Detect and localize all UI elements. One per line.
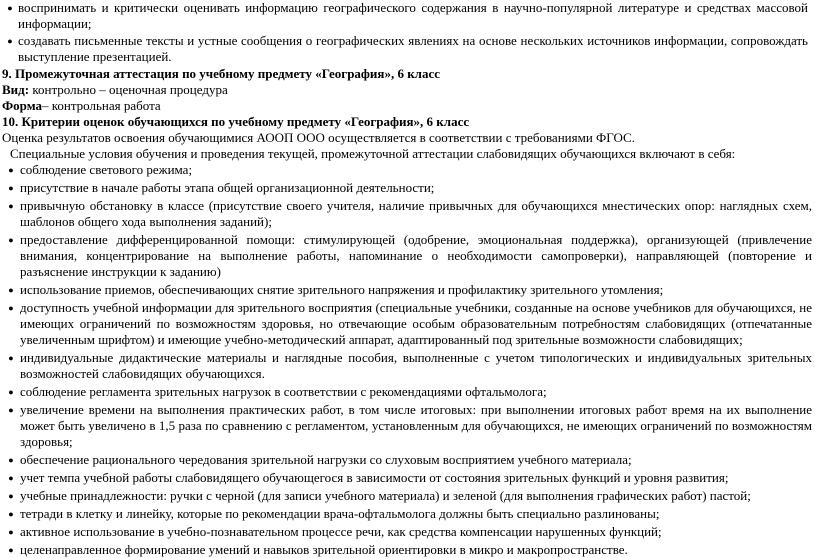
list-item — [2, 384, 812, 400]
list-item — [2, 33, 812, 65]
bullet-icon: ● — [7, 3, 13, 13]
list-item-text: соблюдение светового режима; — [20, 162, 193, 177]
evaluation-paragraph: Оценка результатов освоения обучающимися АООП ООО осуществляется в соответствии с требованиями ФГОС. — [2, 130, 635, 145]
list-item-text: соблюдение регламента зрительных нагрузок в соответствии с рекомендациями офтальмолога; — [20, 384, 547, 399]
assessment-type-line — [2, 82, 812, 98]
list-item — [2, 542, 812, 558]
bullet-icon: ● — [8, 455, 14, 465]
list-item — [2, 282, 812, 298]
list-item-text: тетради в клетку и линейку, которые по рекомендации врача-офтальмолога должны быть специально разлинованы; — [20, 506, 660, 521]
list-item-text: индивидуальные дидактические материалы и наглядные пособия, выполненные с учетом типологических и индивидуальных зрительных возможностей слабовидящих обучающихся. — [20, 350, 812, 381]
list-item — [2, 232, 812, 280]
list-item-text: учет темпа учебной работы слабовидящего обучающегося в зависимости от состояния зрительных функций и уровня развития; — [20, 470, 729, 485]
list-item-text: обеспечение рационального чередования зрительной нагрузки со слуховым восприятием учебного материала; — [20, 452, 632, 467]
assessment-form-value: – контрольная работа — [41, 98, 161, 113]
bullet-icon: ● — [7, 36, 13, 46]
bullet-icon: ● — [8, 183, 14, 193]
list-item — [2, 506, 812, 522]
assessment-type-value: контрольно – оценочная процедура — [29, 82, 228, 97]
bullet-icon: ● — [8, 405, 14, 415]
list-item — [2, 0, 812, 32]
bullet-icon: ● — [8, 545, 14, 555]
list-item — [2, 198, 812, 230]
list-item-text: доступность учебной информации для зрительного восприятия (специальные учебники, созданные на основе учебников для обучающихся, не имеющих ограничений по возможностям здоровья, но отвечающие особым образовательным потребностям слабовидящих (отпечатанные увеличенным шрифтом) и имеющие учебно-методический аппарат, адаптированный под зрительные возможности слабовидящих; — [20, 300, 812, 347]
list-item-text: создавать письменные тексты и устные сообщения о географических явлениях на основе нескольких источников информации, сопровождать выступление презентацией. — [18, 33, 808, 64]
bullet-icon: ● — [8, 285, 14, 295]
list-item-text: воспринимать и критически оценивать информацию географического содержания в научно-популярной литературе и средствах массовой информации; — [18, 0, 808, 31]
list-item — [2, 488, 812, 504]
list-item — [2, 162, 812, 178]
bullet-icon: ● — [8, 201, 14, 211]
bullet-icon: ● — [8, 527, 14, 537]
list-item-text: целенаправленное формирование умений и навыков зрительной ориентировки в микро и макропространстве. — [20, 542, 628, 557]
bullet-icon: ● — [8, 473, 14, 483]
list-item-text: увеличение времени на выполнения практических работ, в том числе итоговых: при выполнении итоговых работ время на их выполнение может быть увеличено в 1,5 раза по сравнению с регламентом, установленным для обучающихся, не имеющих ограничений по возможностям здоровья; — [20, 402, 812, 449]
bullet-icon: ● — [8, 353, 14, 363]
list-item — [2, 350, 812, 382]
intro-bullet-list — [2, 0, 812, 65]
list-item — [2, 180, 812, 196]
bullet-icon: ● — [8, 303, 14, 313]
list-item — [2, 300, 812, 348]
bullet-icon: ● — [8, 491, 14, 501]
bullet-icon: ● — [8, 509, 14, 519]
list-item — [2, 470, 812, 486]
list-item-text: присутствие в начале работы этапа общей организационной деятельности; — [20, 180, 435, 195]
assessment-form-label: Форма — [2, 98, 42, 113]
list-item-text: активное использование в учебно-познавательном процессе речи, как средства компенсации нарушенных функций; — [20, 524, 662, 539]
list-item-text: привычную обстановку в классе (присутствие своего учителя, наличие привычных для обучающихся мнестических опор: наглядных схем, шаблонов общего хода выполнения заданий); — [20, 198, 812, 229]
section-10-heading: 10. Критерии оценок обучающихся по учебному предмету «География», 6 класс — [2, 114, 470, 129]
list-item-text: использование приемов, обеспечивающих снятие зрительного напряжения и профилактику зрительного утомления; — [20, 282, 664, 297]
list-item — [2, 452, 812, 468]
list-item — [2, 524, 812, 540]
list-item-text: предоставление дифференцированной помощи: стимулирующей (одобрение, эмоциональная поддержка), организующей (привлечение внимания, концентрирование на выполнение работы, напоминание о необходимости самопроверки), направляющей (повторение и разъяснение инструкции к заданию) — [20, 232, 812, 279]
conditions-intro-paragraph: Специальные условия обучения и проведения текущей, промежуточной аттестации слабовидящих обучающихся включают в себя: — [10, 146, 736, 161]
conditions-bullet-list — [2, 162, 812, 558]
bullet-icon: ● — [8, 387, 14, 397]
assessment-form-line — [2, 98, 812, 114]
section-9-heading: 9. Промежуточная аттестация по учебному предмету «География», 6 класс — [2, 66, 441, 81]
assessment-type-label: Вид: — [2, 82, 30, 97]
list-item-text: учебные принадлежности: ручки с черной (для записи учебного материала) и зеленой (для выполнения графических работ) пастой; — [20, 488, 751, 503]
list-item — [2, 402, 812, 450]
bullet-icon: ● — [8, 165, 14, 175]
bullet-icon: ● — [8, 235, 14, 245]
